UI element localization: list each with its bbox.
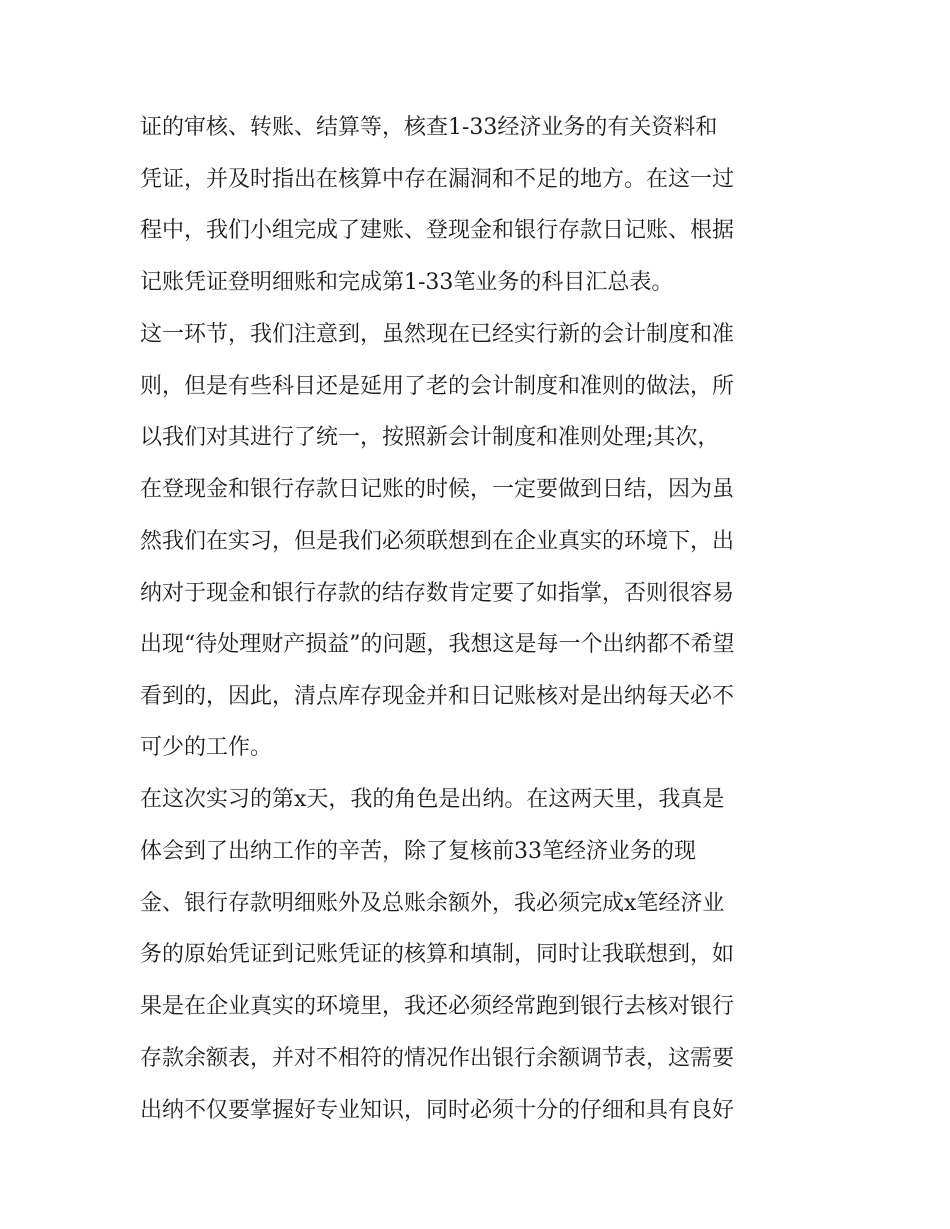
text-line: 出现“待处理财产损益”的问题，我想这是每一个出纳都不希望 bbox=[140, 632, 735, 657]
text-line: 务的原始凭证到记账凭证的核算和填制，同时让我联想到，如 bbox=[140, 942, 735, 967]
text-line: 出纳不仅要掌握好专业知识，同时必须十分的仔细和具有良好 bbox=[140, 1098, 735, 1123]
text-line: 可少的工作。 bbox=[140, 735, 273, 760]
text-line: 果是在企业真实的环境里，我还必须经常跑到银行去核对银行 bbox=[140, 994, 735, 1019]
text-line: 金、银行存款明细账外及总账余额外，我必须完成x笔经济业 bbox=[140, 891, 725, 916]
text-line: 记账凭证登明细账和完成第1-33笔业务的科目汇总表。 bbox=[140, 270, 674, 295]
text-line: 然我们在实习，但是我们必须联想到在企业真实的环境下，出 bbox=[140, 529, 735, 554]
text-line: 程中，我们小组完成了建账、登现金和银行存款日记账、根据 bbox=[140, 218, 735, 243]
text-line: 在这次实习的第x天，我的角色是出纳。在这两天里，我真是 bbox=[140, 787, 725, 812]
text-line: 则，但是有些科目还是延用了老的会计制度和准则的做法，所 bbox=[140, 374, 735, 399]
text-line: 凭证，并及时指出在核算中存在漏洞和不足的地方。在这一过 bbox=[140, 167, 735, 192]
text-line: 存款余额表，并对不相符的情况作出银行余额调节表，这需要 bbox=[140, 1046, 735, 1071]
text-line: 这一环节，我们注意到，虽然现在已经实行新的会计制度和准 bbox=[140, 322, 735, 347]
text-line: 体会到了出纳工作的辛苦，除了复核前33笔经济业务的现 bbox=[140, 839, 696, 864]
text-line: 看到的，因此，清点库存现金并和日记账核对是出纳每天必不 bbox=[140, 684, 735, 709]
text-line: 纳对于现金和银行存款的结存数肯定要了如指掌，否则很容易 bbox=[140, 581, 735, 606]
text-line: 以我们对其进行了统一，按照新会计制度和准则处理;其次， bbox=[140, 425, 720, 450]
text-line: 在登现金和银行存款日记账的时候，一定要做到日结，因为虽 bbox=[140, 477, 735, 502]
text-line: 证的审核、转账、结算等，核查1-33经济业务的有关资料和 bbox=[140, 115, 718, 140]
